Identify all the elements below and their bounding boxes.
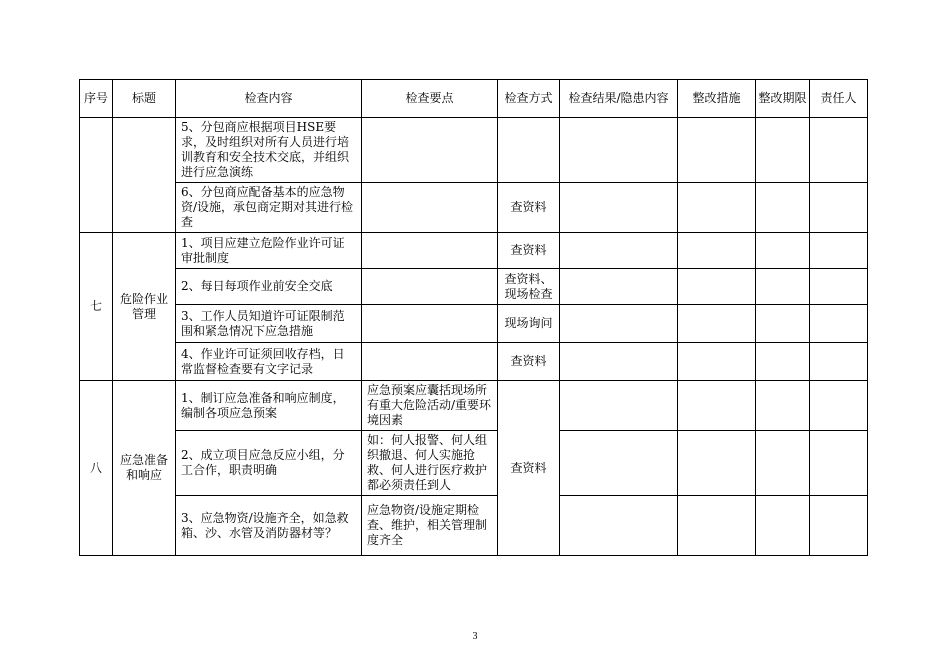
table-row — [80, 496, 868, 556]
owner-cell — [810, 305, 868, 343]
header-points: 检查要点 — [362, 80, 498, 118]
measure-cell — [678, 343, 756, 381]
table-row — [80, 183, 868, 233]
header-seq: 序号 — [80, 80, 113, 118]
section-title: 危险作业管理 — [113, 233, 176, 381]
header-method: 检查方式 — [498, 80, 560, 118]
check-points: 如：何人报警、何人组织撤退、何人实施抢救、何人进行医疗救护都必须责任到人 — [362, 431, 498, 496]
owner-cell — [810, 496, 868, 556]
deadline-cell — [756, 233, 810, 269]
check-method: 查资料 — [498, 343, 560, 381]
check-method: 查资料 — [498, 233, 560, 269]
result-cell — [560, 496, 678, 556]
check-points — [362, 343, 498, 381]
check-method: 查资料 — [498, 381, 560, 556]
check-content: 5、分包商应根据项目HSE要求，及时组织对所有人员进行培训教育和安全技术交底，并组织进行应急演练 — [176, 118, 362, 183]
owner-cell — [810, 233, 868, 269]
deadline-cell — [756, 305, 810, 343]
deadline-cell — [756, 183, 810, 233]
table-row — [80, 118, 868, 183]
deadline-cell — [756, 269, 810, 305]
check-content: 3、应急物资/设施齐全，如急救箱、沙、水管及消防器材等？ — [176, 496, 362, 556]
header-row — [80, 80, 868, 118]
owner-cell — [810, 381, 868, 431]
section-seq — [80, 118, 113, 233]
check-content: 1、制订应急准备和响应制度，编制各项应急预案 — [176, 381, 362, 431]
check-content: 2、成立项目应急反应小组，分工合作，职责明确 — [176, 431, 362, 496]
deadline-cell — [756, 431, 810, 496]
owner-cell — [810, 343, 868, 381]
check-method — [498, 118, 560, 183]
check-method: 查资料、现场检查 — [498, 269, 560, 305]
table-row — [80, 431, 868, 496]
deadline-cell — [756, 381, 810, 431]
check-content: 1、项目应建立危险作业许可证审批制度 — [176, 233, 362, 269]
page-number: 3 — [472, 631, 478, 642]
check-method: 查资料 — [498, 183, 560, 233]
check-content: 2、每日每项作业前安全交底 — [176, 269, 362, 305]
deadline-cell — [756, 118, 810, 183]
measure-cell — [678, 233, 756, 269]
check-points — [362, 233, 498, 269]
measure-cell — [678, 305, 756, 343]
section-seq: 八 — [80, 381, 113, 556]
header-content: 检查内容 — [176, 80, 362, 118]
check-points — [362, 269, 498, 305]
measure-cell — [678, 496, 756, 556]
section-title — [113, 118, 176, 233]
measure-cell — [678, 431, 756, 496]
result-cell — [560, 118, 678, 183]
table-row — [80, 233, 868, 269]
table-row — [80, 343, 868, 381]
table-row — [80, 269, 868, 305]
check-points — [362, 183, 498, 233]
table-row — [80, 381, 868, 431]
check-points: 应急预案应囊括现场所有重大危险活动/重要环境因素 — [362, 381, 498, 431]
result-cell — [560, 269, 678, 305]
result-cell — [560, 431, 678, 496]
owner-cell — [810, 118, 868, 183]
owner-cell — [810, 431, 868, 496]
deadline-cell — [756, 496, 810, 556]
check-points — [362, 118, 498, 183]
check-points: 应急物资/设施定期检查、维护，相关管理制度齐全 — [362, 496, 498, 556]
table-row — [80, 305, 868, 343]
owner-cell — [810, 183, 868, 233]
result-cell — [560, 233, 678, 269]
section-title: 应急准备和响应 — [113, 381, 176, 556]
result-cell — [560, 183, 678, 233]
header-owner: 责任人 — [810, 80, 868, 118]
header-title: 标题 — [113, 80, 176, 118]
owner-cell — [810, 269, 868, 305]
check-points — [362, 305, 498, 343]
result-cell — [560, 343, 678, 381]
header-result: 检查结果/隐患内容 — [560, 80, 678, 118]
measure-cell — [678, 118, 756, 183]
header-measure: 整改措施 — [678, 80, 756, 118]
check-content: 3、工作人员知道许可证限制范围和紧急情况下应急措施 — [176, 305, 362, 343]
result-cell — [560, 381, 678, 431]
header-deadline: 整改期限 — [756, 80, 810, 118]
check-method: 现场询问 — [498, 305, 560, 343]
check-content: 6、分包商应配备基本的应急物资/设施，承包商定期对其进行检查 — [176, 183, 362, 233]
result-cell — [560, 305, 678, 343]
inspection-table — [79, 79, 868, 556]
section-seq: 七 — [80, 233, 113, 381]
measure-cell — [678, 381, 756, 431]
deadline-cell — [756, 343, 810, 381]
measure-cell — [678, 269, 756, 305]
measure-cell — [678, 183, 756, 233]
check-content: 4、作业许可证须回收存档，日常监督检查要有文字记录 — [176, 343, 362, 381]
